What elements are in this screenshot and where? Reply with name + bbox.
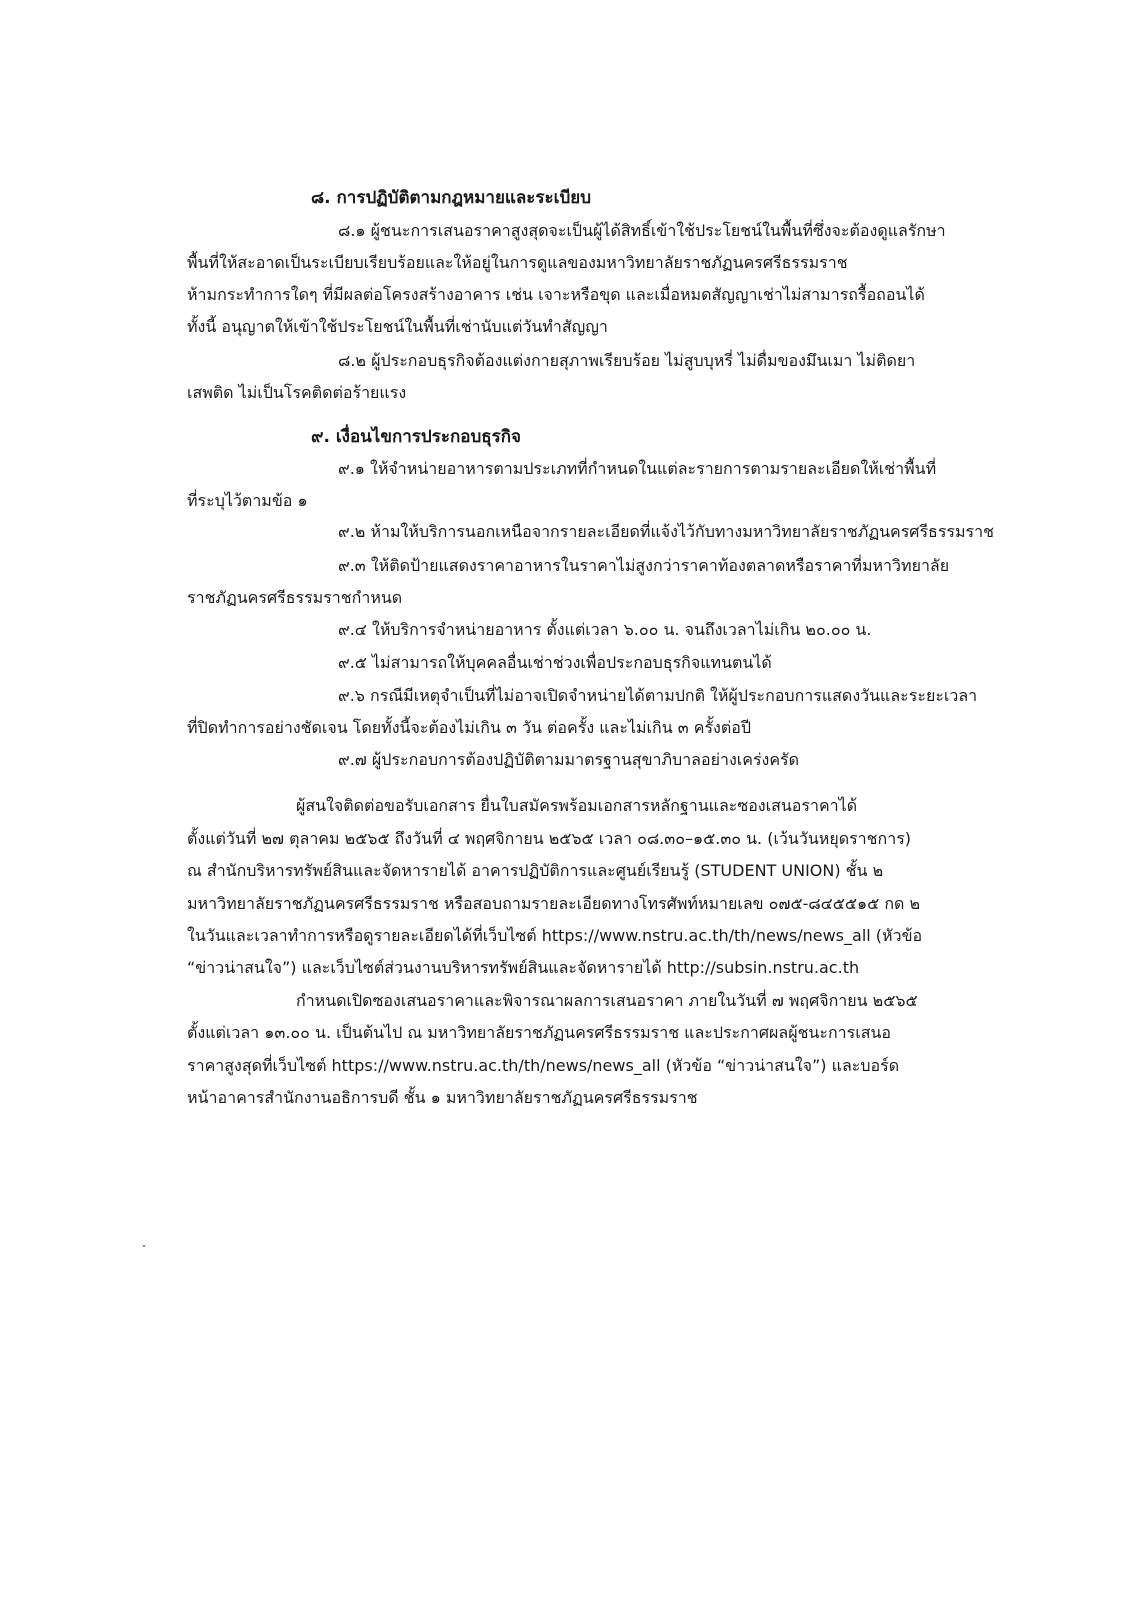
item-9-4: ๙.๔ ให้บริการจำหน่ายอาหาร ตั้งแต่เวลา ๖.๐๐ น. จนถึงเวลาไม่เกิน ๒๐.๐๐ น. [338, 620, 872, 639]
contact-line-1: ผู้สนใจติดต่อขอรับเอกสาร ยื่นใบสมัครพร้อมเอกสารหลักฐานและซองเสนอราคาได้ [296, 796, 858, 815]
item-8-2-line-1: ๘.๒ ผู้ประกอบธุรกิจต้องแต่งกายสุภาพเรียบร้อย ไม่สูบบุหรี่ ไม่ดื่มของมึนเมา ไม่ติดยา [338, 351, 916, 370]
item-9-2: ๙.๒ ห้ามให้บริการนอกเหนือจากรายละเอียดที่แจ้งไว้กับทางมหาวิทยาลัยราชภัฏนครศรีธรรมราช [338, 522, 994, 541]
section-8-heading: ๘. การปฏิบัติตามกฎหมายและระเบียบ [311, 188, 592, 208]
item-9-1-line-2: ที่ระบุไว้ตามข้อ ๑ [187, 491, 308, 510]
item-8-1-line-3: ห้ามกระทำการใดๆ ที่มีผลต่อโครงสร้างอาคาร เช่น เจาะหรือขุด และเมื่อหมดสัญญาเช่าไม่สามารถรื้อถอนได้ [187, 285, 925, 304]
contact-line-4: มหาวิทยาลัยราชภัฏนครศรีธรรมราช หรือสอบถามรายละเอียดทางโทรศัพท์หมายเลข ๐๗๕-๘๔๕๕๑๕ กด ๒ [187, 894, 921, 913]
item-9-3-line-1: ๙.๓ ให้ติดป้ายแสดงราคาอาหารในราคาไม่สูงกว่าราคาท้องตลาดหรือราคาที่มหาวิทยาลัย [338, 556, 950, 575]
contact-line-5: ในวันและเวลาทำการหรือดูรายละเอียดได้ที่เว็บไซต์ https://www.nstru.ac.th/th/news/news_all (หัวข้อ [187, 926, 923, 945]
contact-line-2: ตั้งแต่วันที่ ๒๗ ตุลาคม ๒๕๖๕ ถึงวันที่ ๔ พฤศจิกายน ๒๕๖๕ เวลา ๐๘.๓๐–๑๕.๓๐ น. (เว้นวันหยุดราชการ) [187, 829, 912, 848]
item-9-5: ๙.๕ ไม่สามารถให้บุคคลอื่นเช่าช่วงเพื่อประกอบธุรกิจแทนตนได้ [338, 653, 772, 672]
schedule-line-3: ราคาสูงสุดที่เว็บไซต์ https://www.nstru.ac.th/th/news/news_all (หัวข้อ “ข่าวน่าสนใจ”) และบอร์ด [187, 1056, 900, 1075]
item-8-2-line-2: เสพติด ไม่เป็นโรคติดต่อร้ายแรง [187, 383, 407, 402]
item-9-6-line-2: ที่ปิดทำการอย่างชัดเจน โดยทั้งนี้จะต้องไม่เกิน ๓ วัน ต่อครั้ง และไม่เกิน ๓ ครั้งต่อปี [187, 718, 751, 737]
item-8-1-line-4: ทั้งนี้ อนุญาตให้เข้าใช้ประโยชน์ในพื้นที่เช่านับแต่วันทำสัญญา [187, 317, 608, 336]
scan-speck [143, 1245, 145, 1247]
item-9-7: ๙.๗ ผู้ประกอบการต้องปฏิบัติตามมาตรฐานสุขาภิบาลอย่างเคร่งครัด [338, 750, 800, 769]
schedule-line-4: หน้าอาคารสำนักงานอธิการบดี ชั้น ๑ มหาวิทยาลัยราชภัฏนครศรีธรรมราช [187, 1088, 698, 1107]
schedule-line-1: กำหนดเปิดซองเสนอราคาและพิจารณาผลการเสนอราคา ภายในวันที่ ๗ พฤศจิกายน ๒๕๖๕ [296, 991, 918, 1010]
section-9-heading: ๙. เงื่อนไขการประกอบธุรกิจ [311, 427, 522, 447]
item-9-3-line-2: ราชภัฏนครศรีธรรมราชกำหนด [187, 588, 403, 607]
schedule-line-2: ตั้งแต่เวลา ๑๓.๐๐ น. เป็นต้นไป ณ มหาวิทยาลัยราชภัฏนครศรีธรรมราช และประกาศผลผู้ชนะการเสนอ [187, 1023, 892, 1042]
item-9-6-line-1: ๙.๖ กรณีมีเหตุจำเป็นที่ไม่อาจเปิดจำหน่ายได้ตามปกติ ให้ผู้ประกอบการแสดงวันและระยะเวลา [338, 686, 978, 705]
contact-line-3: ณ สำนักบริหารทรัพย์สินและจัดหารายได้ อาคารปฏิบัติการและศูนย์เรียนรู้ (STUDENT UNION) ชั้น ๒ [187, 861, 884, 880]
item-8-1-line-2: พื้นที่ให้สะอาดเป็นระเบียบเรียบร้อยและให้อยู่ในการดูแลของมหาวิทยาลัยราชภัฏนครศรีธรรมราช [187, 253, 848, 272]
item-9-1-line-1: ๙.๑ ให้จำหน่ายอาหารตามประเภทที่กำหนดในแต่ละรายการตามรายละเอียดให้เช่าพื้นที่ [338, 459, 937, 478]
contact-line-6: “ข่าวน่าสนใจ”) และเว็บไซต์ส่วนงานบริหารทรัพย์สินและจัดหารายได้ http://subsin.nstru.ac.th [187, 958, 860, 977]
item-8-1-line-1: ๘.๑ ผู้ชนะการเสนอราคาสูงสุดจะเป็นผู้ได้สิทธิ์เข้าใช้ประโยชน์ในพื้นที่ซึ่งจะต้องดูแลรักษา [338, 221, 946, 240]
